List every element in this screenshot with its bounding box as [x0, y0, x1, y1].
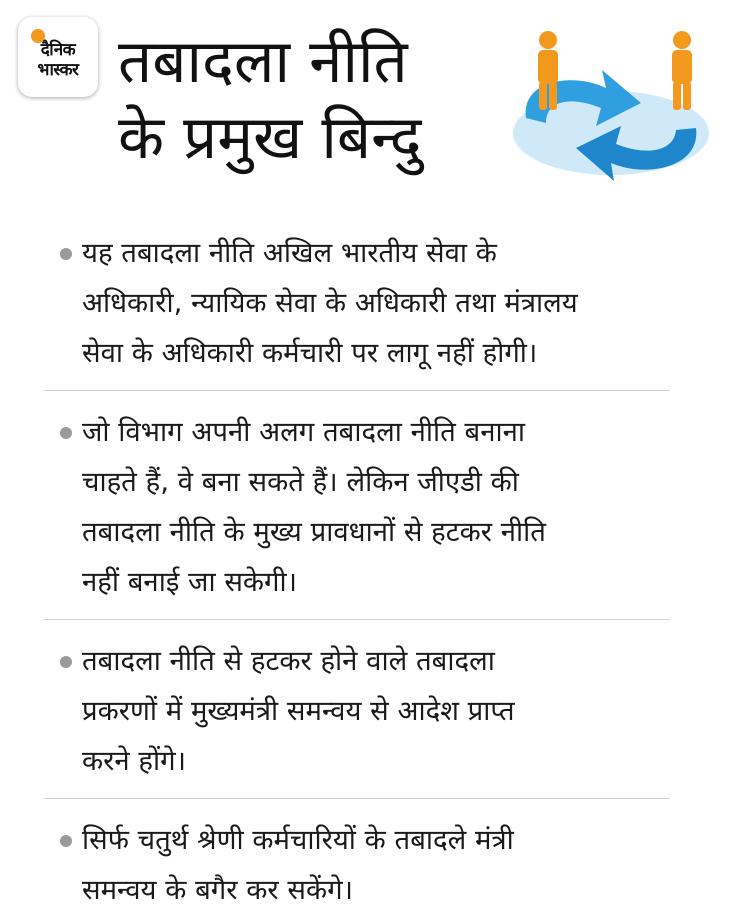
people-transfer-arrows-icon	[506, 18, 716, 188]
list-item	[58, 407, 673, 607]
point-text: सिर्फ चतुर्थ श्रेणी कर्मचारियों के तबादले मंत्री समन्वय के बगैर कर सकेंगे।	[82, 824, 514, 906]
divider	[44, 390, 670, 391]
list-item	[58, 636, 673, 786]
list-item	[58, 228, 673, 378]
point-text: जो विभाग अपनी अलग तबादला नीति बनाना चाहते हैं, वे बना सकते हैं। लेकिन जीएडी की तबादला नीति के मुख्य प्रावधानों से हटकर नीति नहीं बनाई जा सकेगी।	[82, 416, 546, 598]
page-title-line2: के प्रमुख बिन्दु	[118, 103, 422, 173]
bullet-icon	[60, 248, 72, 260]
page-title	[118, 24, 518, 176]
page-title-line1: तबादला नीति	[118, 27, 408, 97]
dainik-bhaskar-logo	[18, 17, 98, 97]
divider	[44, 619, 670, 620]
point-text: तबादला नीति से हटकर होने वाले तबादला प्रकरणों में मुख्यमंत्री समन्वय से आदेश प्राप्त करने होंगे।	[82, 645, 515, 777]
logo-line2: भास्कर	[37, 60, 79, 80]
divider	[44, 798, 670, 799]
bullet-icon	[60, 835, 72, 847]
point-text: यह तबादला नीति अखिल भारतीय सेवा के अधिकारी, न्यायिक सेवा के अधिकारी तथा मंत्रालय सेवा के अधिकारी कर्मचारी पर लागू नहीं होगी।	[82, 237, 578, 369]
bullet-icon	[60, 656, 72, 668]
logo-sun-icon	[31, 29, 45, 43]
transfer-policy-points	[58, 228, 673, 915]
logo-line1: दैनिक	[40, 40, 76, 60]
list-item	[58, 815, 673, 915]
bullet-icon	[60, 427, 72, 439]
